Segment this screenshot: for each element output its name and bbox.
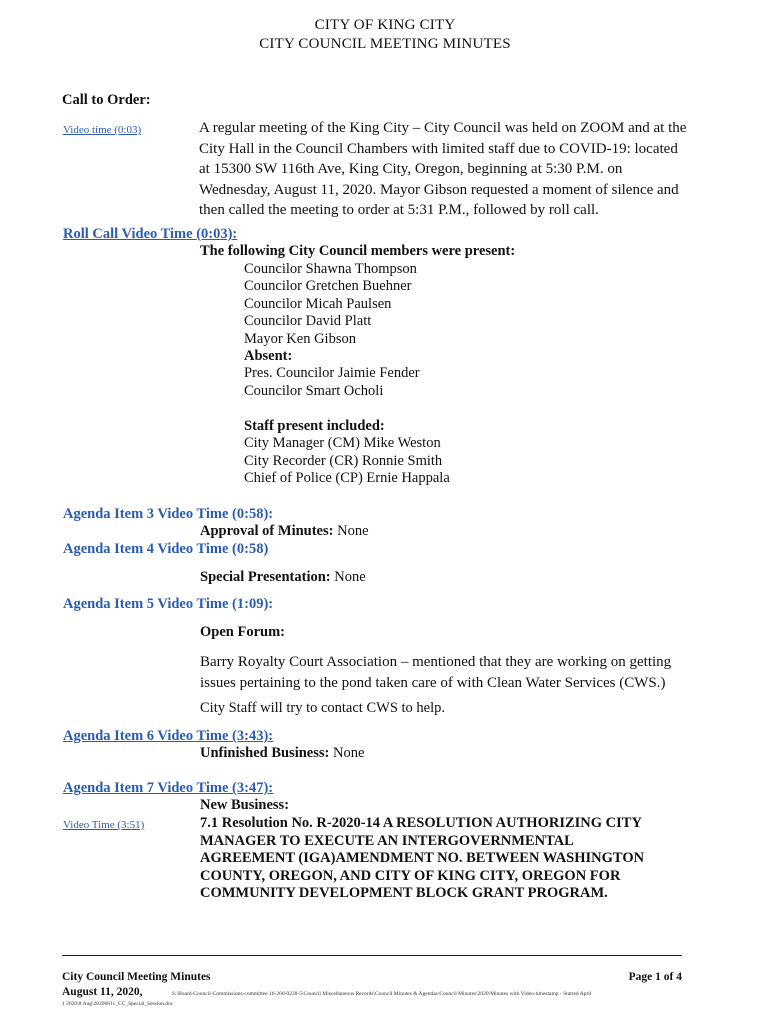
footer-file-path-line1: S:\Board-Council-Commissions-committee 16-200-0238-5\Council Miscellaneous Records\Council Minutes & Agendas\Council Minutes\2020\Minutes with Video-timestamp - Started April [172, 991, 592, 997]
call-to-order-heading: Call to Order: [62, 92, 151, 108]
new-business-label: New Business: [200, 797, 290, 813]
list-item: Pres. Councilor Jaimie Fender [244, 365, 420, 382]
paragraph-line: at 15300 SW 116th Ave, King City, Oregon, beginning at 5:30 P.M. on [199, 161, 623, 177]
agenda-item-5-heading[interactable]: Agenda Item 5 Video Time (1:09): [63, 596, 274, 612]
staff-heading: Staff present included: [244, 418, 385, 434]
agenda-item-6-heading[interactable]: Agenda Item 6 Video Time (3:43): [63, 728, 274, 744]
resolution-line: COUNTY, OREGON, AND CITY OF KING CITY, OREGON FOR [200, 867, 621, 884]
agenda-item-6-line [200, 745, 364, 762]
present-heading: The following City Council members were present: [200, 243, 516, 259]
resolution-line: 7.1 Resolution No. R-2020-14 A RESOLUTION AUTHORIZING CITY [200, 815, 642, 831]
special-presentation-label: Special Presentation: [200, 569, 331, 585]
list-item: Councilor Micah Paulsen [244, 295, 392, 312]
open-forum-followup: City Staff will try to contact CWS to help. [200, 700, 445, 716]
roll-call-video-link[interactable]: Roll Call Video Time (0:03): [63, 226, 238, 242]
footer-date: August 11, 2020, [62, 986, 143, 998]
agenda-item-7-heading[interactable]: Agenda Item 7 Video Time (3:47): [63, 780, 274, 796]
resolution-line: AGREEMENT (IGA)AMENDMENT NO. BETWEEN WASHINGTON [200, 850, 645, 867]
list-item: Chief of Police (CP) Ernie Happala [244, 470, 450, 487]
call-to-order-video-link[interactable]: Video time (0:03) [63, 124, 142, 136]
approval-of-minutes-value: None [333, 523, 369, 539]
special-presentation-value: None [330, 569, 366, 585]
resolution-line: MANAGER TO EXECUTE AN INTERGOVERNMENTAL [200, 832, 574, 849]
open-forum-label: Open Forum: [200, 624, 285, 640]
unfinished-business-label: Unfinished Business: [200, 745, 330, 761]
list-item: Councilor Shawna Thompson [244, 261, 417, 277]
resolution-line: COMMUNITY DEVELOPMENT BLOCK GRANT PROGRAM. [200, 885, 608, 902]
staff-list [244, 418, 450, 488]
list-item: Mayor Ken Gibson [244, 330, 356, 347]
footer-file-path-line2: 1 2020\8 Aug\20200811_CC_Special_Session.doc [62, 1001, 174, 1007]
document-title-line1: CITY OF KING CITY [314, 17, 456, 33]
list-item: Councilor Smart Ocholi [244, 382, 384, 399]
absent-heading: Absent: [244, 348, 293, 365]
paragraph-line: issues pertaining to the pond taken care of with Clean Water Services (CWS.) [200, 674, 666, 691]
present-list [244, 261, 420, 400]
list-item: City Manager (CM) Mike Weston [244, 435, 441, 452]
unfinished-business-value: None [329, 745, 365, 761]
list-item: Councilor David Platt [244, 313, 372, 330]
paragraph-line: City Hall in the Council Chambers with limited staff due to COVID-19: located [199, 140, 678, 157]
paragraph-line: Wednesday, August 11, 2020. Mayor Gibson requested a moment of silence and [199, 181, 679, 198]
agenda-item-3-heading[interactable]: Agenda Item 3 Video Time (0:58): [63, 506, 274, 522]
list-item: City Recorder (CR) Ronnie Smith [244, 452, 443, 469]
open-forum-paragraph [200, 652, 671, 693]
paragraph-line: then called the meeting to order at 5:31 P.M., followed by roll call. [199, 202, 599, 218]
list-item: Councilor Gretchen Buehner [244, 278, 412, 295]
document-title-line2: CITY COUNCIL MEETING MINUTES [259, 36, 511, 52]
agenda-item-4-heading[interactable]: Agenda Item 4 Video Time (0:58) [63, 541, 269, 557]
call-to-order-paragraph [199, 118, 686, 221]
paragraph-line: A regular meeting of the King City – City Council was held on ZOOM and at the [199, 120, 687, 136]
approval-of-minutes-label: Approval of Minutes: [200, 523, 334, 539]
agenda-item-4-line [200, 569, 366, 586]
resolution-video-link[interactable]: Video Time (3:51) [63, 819, 145, 831]
footer-page-number: Page 1 of 4 [628, 971, 682, 983]
footer-title: City Council Meeting Minutes [62, 971, 211, 983]
footer-divider [62, 955, 682, 956]
agenda-item-3-line [200, 523, 369, 540]
paragraph-line: Barry Royalty Court Association – mentioned that they are working on getting [200, 654, 672, 670]
resolution-text [200, 815, 644, 903]
